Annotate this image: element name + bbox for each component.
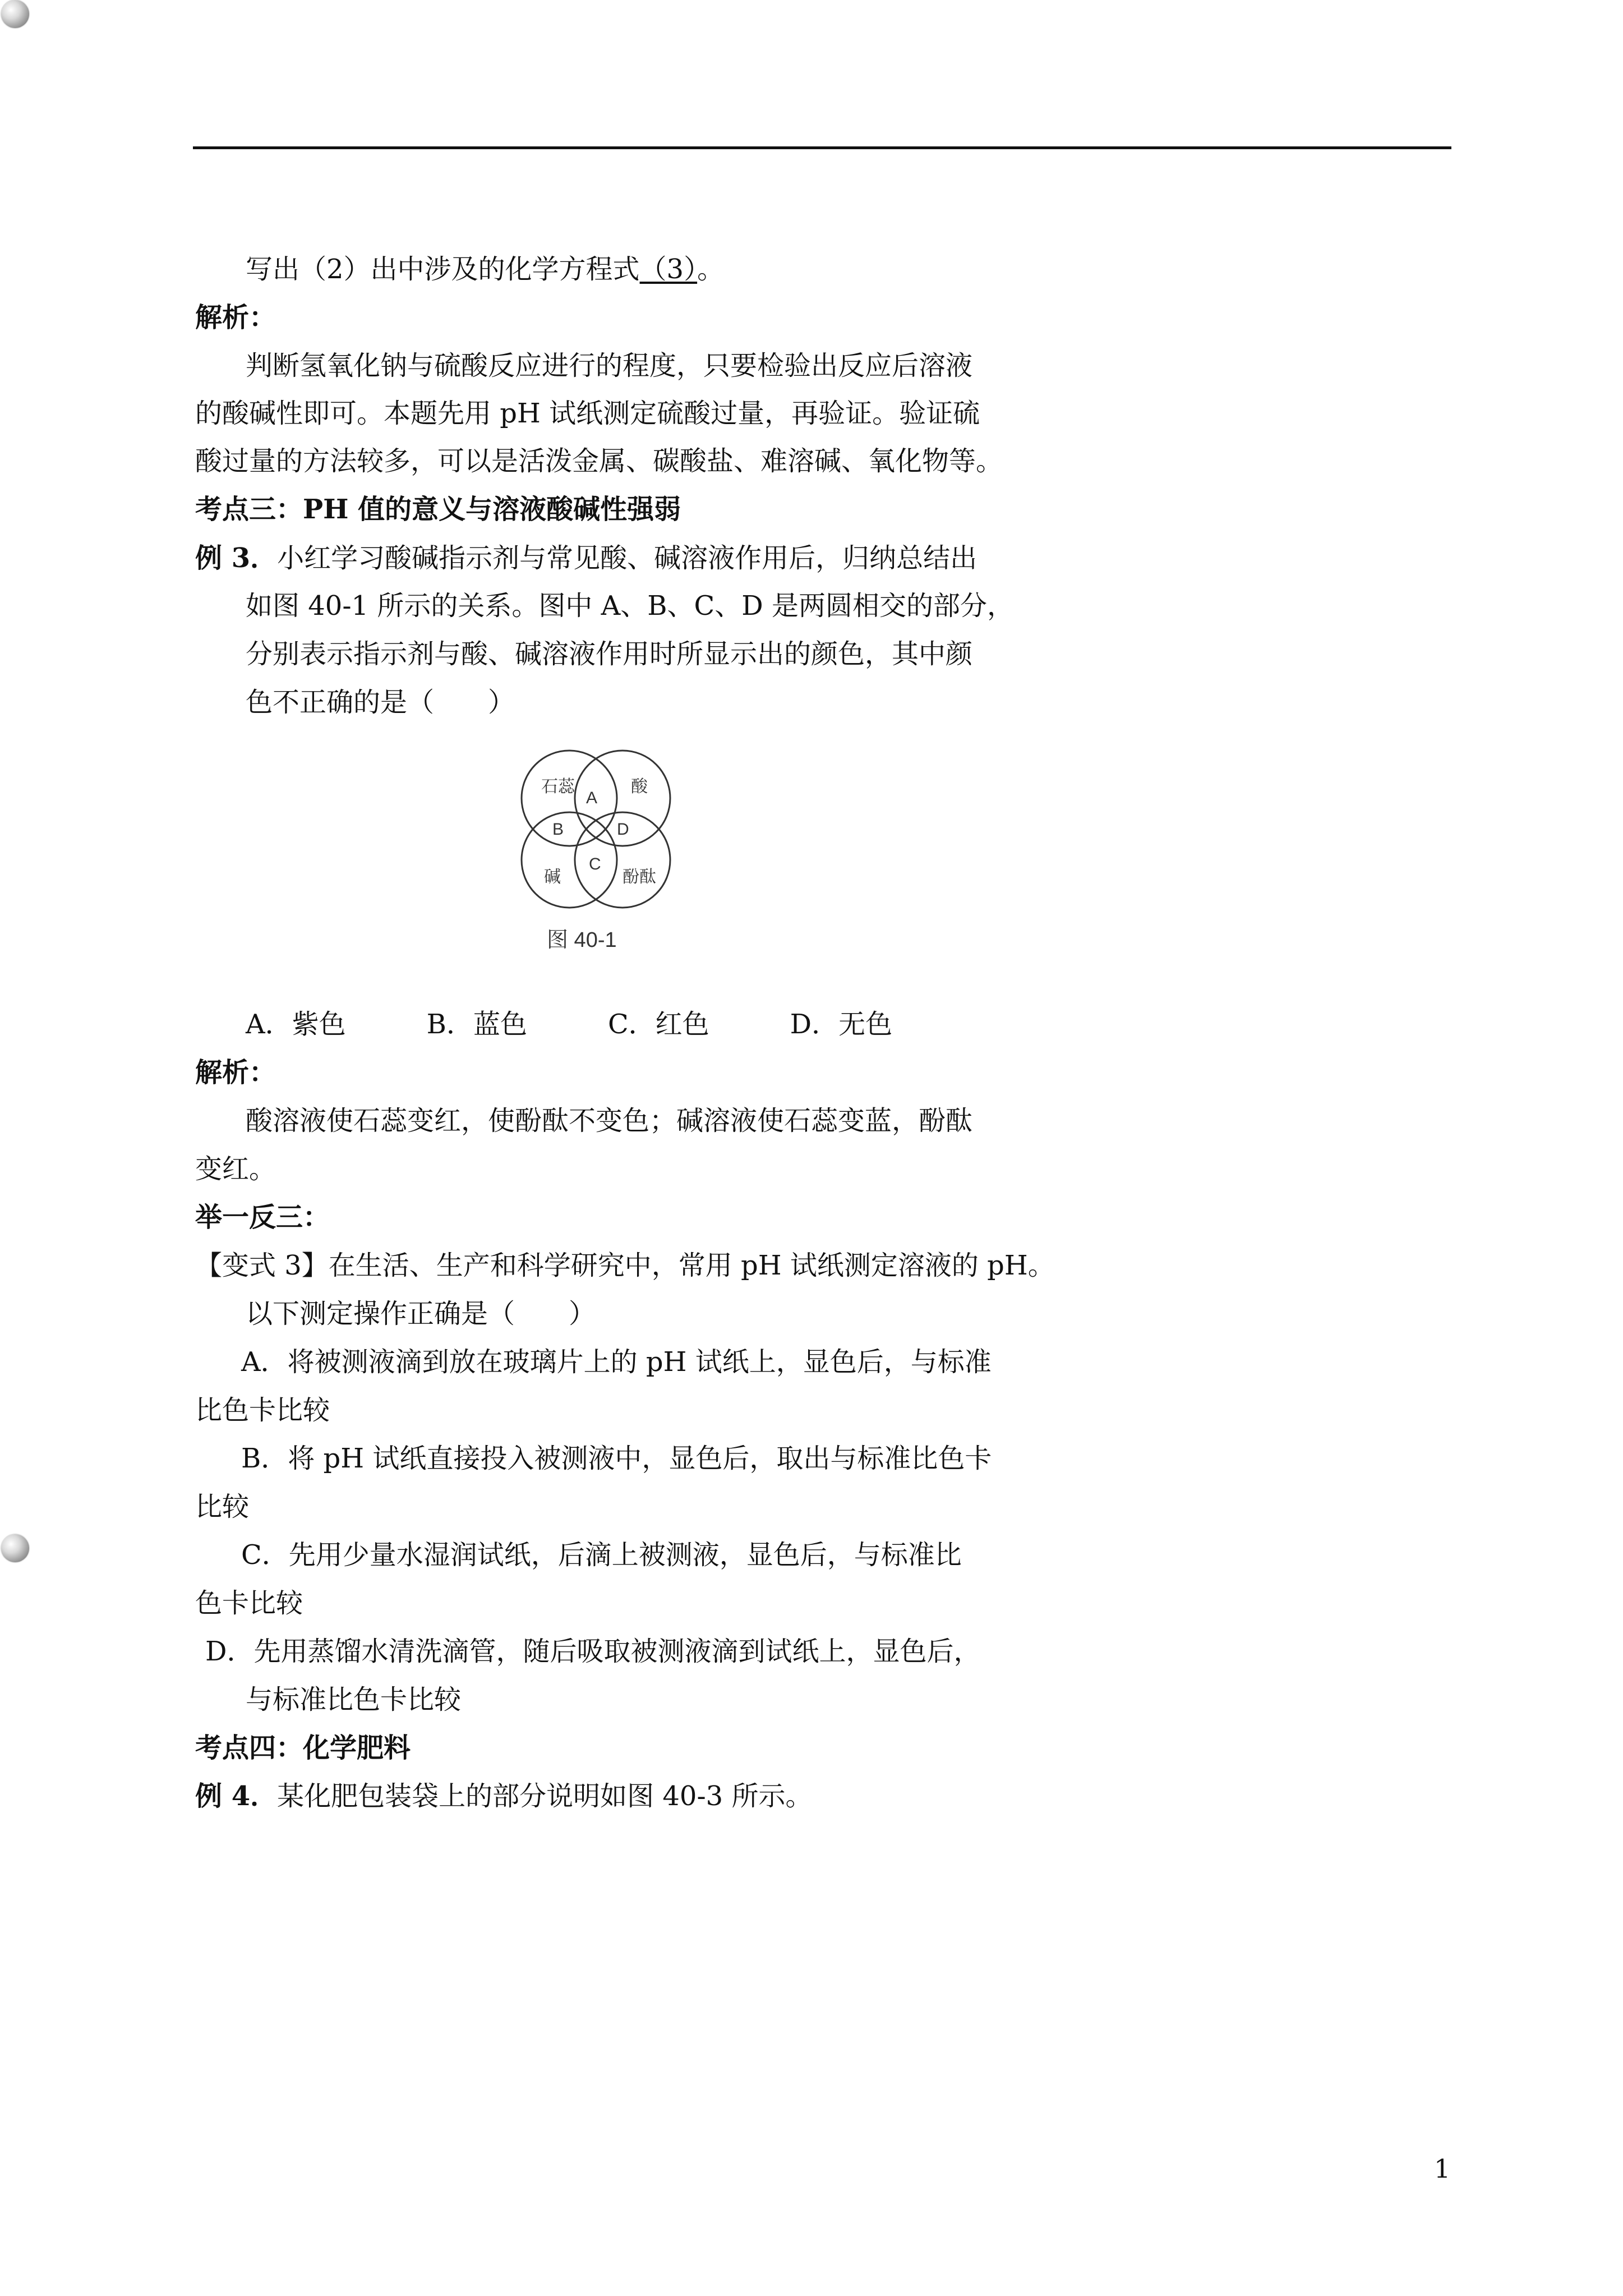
litmus-circle xyxy=(522,751,617,846)
region-b-label: B xyxy=(552,820,564,839)
litmus-label: 石蕊 xyxy=(541,777,575,796)
variant-3-line-2: 以下测定操作正确是（ ） xyxy=(246,1298,596,1329)
analysis-heading-1: 解析： xyxy=(195,302,276,333)
example-3-text: 小红学习酸碱指示剂与常见酸、碱溶液作用后，归纳总结出 xyxy=(277,542,978,574)
base-circle xyxy=(522,812,617,908)
option-d-line-1: D．先用蒸馏水清洗滴管，随后吸取被测液滴到试纸上，显色后， xyxy=(205,1636,981,1667)
topic-4-heading: 考点四：化学肥料 xyxy=(195,1732,411,1764)
option-c-line-2: 色卡比较 xyxy=(195,1588,303,1619)
phenolphthalein-label: 酚酞 xyxy=(623,868,656,886)
analysis-1-line-3: 酸过量的方法较多，可以是活泼金属、碳酸盐、难溶碱、氧化物等。 xyxy=(195,445,1003,477)
analysis-heading-2: 解析： xyxy=(195,1057,276,1088)
region-a-label: A xyxy=(586,789,598,807)
region-c-label: C xyxy=(589,855,601,873)
binder-hole-top xyxy=(1,0,29,28)
topic-3-heading: 考点三：PH 值的意义与溶液酸碱性强弱 xyxy=(195,494,681,525)
practice-heading: 举一反三： xyxy=(195,1202,330,1233)
header-rule xyxy=(193,146,1451,149)
answer-blank: （3） xyxy=(639,254,698,285)
example-4-label: 例 4． xyxy=(195,1780,278,1812)
acid-label: 酸 xyxy=(631,777,648,796)
equation-prompt-end: 。 xyxy=(697,254,725,285)
figure-caption: 图 40-1 xyxy=(547,928,617,952)
option-d-line-2: 与标准比色卡比较 xyxy=(246,1684,462,1715)
example-3-line-2: 如图 40-1 所示的关系。图中 A、B、C、D 是两圆相交的部分， xyxy=(246,590,1015,622)
base-label: 碱 xyxy=(544,868,561,886)
example-4-line xyxy=(195,1779,812,1813)
option-a-line-2: 比色卡比较 xyxy=(195,1395,330,1426)
analysis-1-line-1: 判断氢氧化钠与硫酸反应进行的程度，只要检验出反应后溶液 xyxy=(246,350,973,381)
example-3-line-4: 色不正确的是（ ） xyxy=(246,687,515,718)
page-number: 1 xyxy=(1434,2154,1451,2184)
option-b-line-1: B．将 pH 试纸直接投入被测液中，显色后，取出与标准比色卡 xyxy=(241,1443,992,1474)
venn-diagram xyxy=(496,740,690,959)
answer-options: A．紫色 B．蓝色 C．红色 D．无色 xyxy=(246,1009,893,1040)
example-3-line-3: 分别表示指示剂与酸、碱溶液作用时所显示出的颜色，其中颜 xyxy=(246,638,973,670)
example-3-label: 例 3． xyxy=(195,542,278,574)
analysis-1-line-2: 的酸碱性即可。本题先用 pH 试纸测定硫酸过量，再验证。验证硫 xyxy=(195,398,980,429)
equation-prompt-text: 写出（2）出中涉及的化学方程式 xyxy=(246,254,640,285)
variant-3-line-1: 【变式 3】在生活、生产和科学研究中，常用 pH 试纸测定溶液的 pH。 xyxy=(195,1250,1055,1281)
option-b-line-2: 比较 xyxy=(195,1491,250,1522)
analysis-2-line-1: 酸溶液使石蕊变红，使酚酞不变色；碱溶液使石蕊变蓝，酚酞 xyxy=(246,1105,973,1137)
example-3-line-1 xyxy=(195,541,977,575)
figure-40-1 xyxy=(496,740,690,959)
option-c-line-1: C．先用少量水湿润试纸，后滴上被测液，显色后，与标准比 xyxy=(241,1539,962,1571)
option-a-line-1: A．将被测液滴到放在玻璃片上的 pH 试纸上，显色后，与标准 xyxy=(241,1346,992,1378)
analysis-2-line-2: 变红。 xyxy=(195,1153,276,1185)
equation-prompt-line xyxy=(246,252,724,286)
binder-hole-middle xyxy=(1,1534,29,1562)
region-d-label: D xyxy=(617,820,629,839)
example-4-text: 某化肥包装袋上的部分说明如图 40-3 所示。 xyxy=(277,1780,813,1812)
